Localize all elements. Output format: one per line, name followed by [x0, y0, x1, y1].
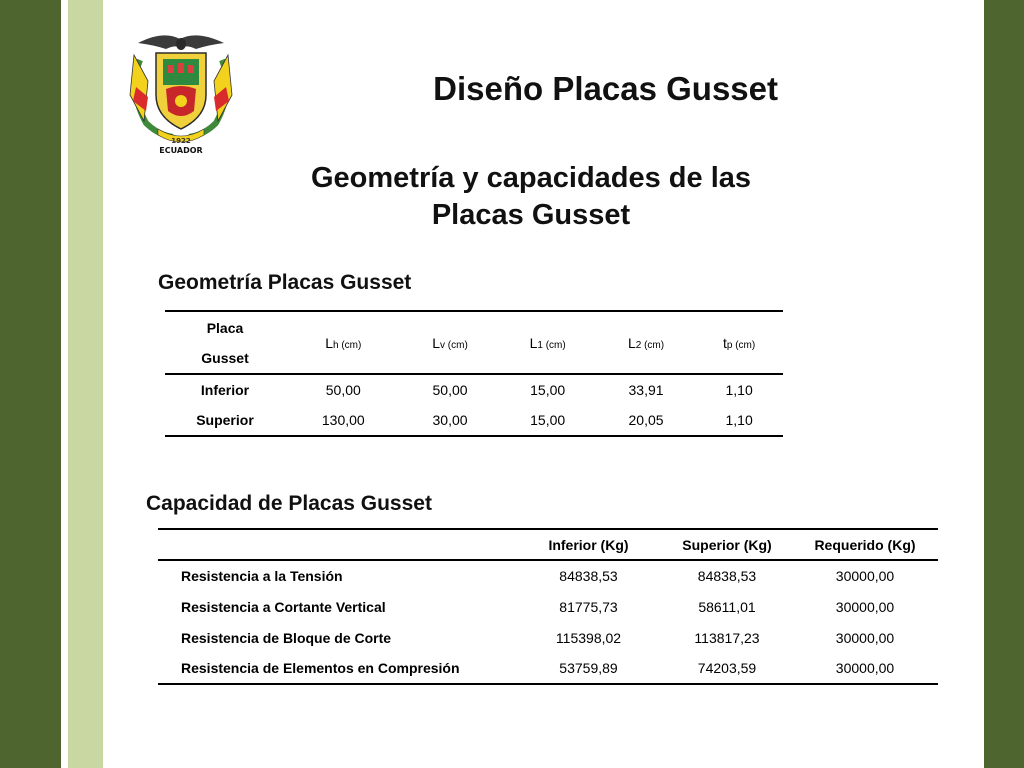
cell: 113817,23	[694, 629, 760, 646]
logo-year: 1922	[171, 137, 191, 145]
row-label: Superior	[165, 405, 285, 436]
geometry-table	[165, 310, 783, 437]
header-placa-line1: Placa	[206, 319, 244, 336]
cell: 58611,01	[698, 598, 756, 615]
geometry-header-lv: Lv (cm)	[402, 311, 499, 374]
row-label: Resistencia de Elementos en Compresión	[158, 653, 515, 684]
row-label: Resistencia de Bloque de Corte	[181, 629, 392, 646]
row-label: Inferior	[200, 382, 250, 398]
cell: 15,00	[498, 405, 596, 436]
capacity-header-row	[158, 529, 938, 560]
row-label: Resistencia a Cortante Vertical	[181, 598, 386, 615]
table-row	[165, 374, 783, 405]
cell: 33,91	[628, 382, 664, 398]
cell: 50,00	[432, 382, 468, 398]
capacity-header-requerido: Requerido (Kg)	[792, 529, 938, 560]
cell: 115398,02	[555, 629, 622, 646]
cell: 50,00	[325, 382, 361, 398]
row-label: Resistencia a la Tensión	[181, 568, 343, 584]
geometry-header-lh: Lh (cm)	[285, 311, 402, 374]
geometry-header-tp: tp (cm)	[695, 311, 783, 374]
geometry-header-l1: L1 (cm)	[498, 311, 596, 374]
subtitle-line-1: Geometría y capacidades de las	[310, 162, 752, 194]
cell: 30000,00	[835, 598, 895, 615]
geometry-header-row	[165, 311, 783, 374]
header-placa-line2: Gusset	[201, 349, 249, 366]
coat-of-arms-logo	[118, 25, 244, 155]
cell: 74203,59	[662, 653, 792, 684]
capacity-header-empty	[158, 529, 515, 560]
cell: 130,00	[285, 405, 402, 436]
table-row	[158, 653, 938, 684]
left-light-band	[68, 0, 103, 768]
cell: 1,10	[695, 405, 783, 436]
cell: 30000,00	[792, 653, 938, 684]
cell: 81775,73	[559, 598, 618, 615]
page-title-text: Diseño Placas Gusset	[433, 70, 778, 107]
subtitle-line-2: Placas Gusset	[431, 199, 631, 231]
right-dark-band	[984, 0, 1024, 768]
geometry-header-placa	[165, 311, 285, 374]
cell: 84838,53	[697, 568, 757, 584]
geometry-section-heading: Geometría Placas Gusset	[158, 271, 412, 294]
table-row	[158, 560, 938, 591]
cell: 84838,53	[559, 568, 618, 584]
capacity-header-superior: Superior (Kg)	[662, 529, 792, 560]
geometry-header-l2: L2 (cm)	[597, 311, 695, 374]
cell: 20,05	[597, 405, 695, 436]
cell: 30000,00	[835, 568, 895, 584]
cell: 53759,89	[515, 653, 662, 684]
capacity-section-heading: Capacidad de Placas Gusset	[146, 492, 432, 515]
table-row	[158, 591, 938, 622]
left-dark-band	[0, 0, 61, 768]
page-title	[300, 70, 920, 116]
table-row	[165, 405, 783, 436]
page-subtitle	[283, 160, 779, 234]
cell: 30,00	[402, 405, 499, 436]
capacity-table	[158, 528, 938, 685]
capacity-header-inferior: Inferior (Kg)	[515, 529, 662, 560]
cell: 15,00	[530, 382, 566, 398]
logo-country-text: ECUADOR	[159, 146, 203, 155]
table-row	[158, 622, 938, 653]
cell: 1,10	[725, 382, 753, 398]
cell: 30000,00	[835, 629, 895, 646]
